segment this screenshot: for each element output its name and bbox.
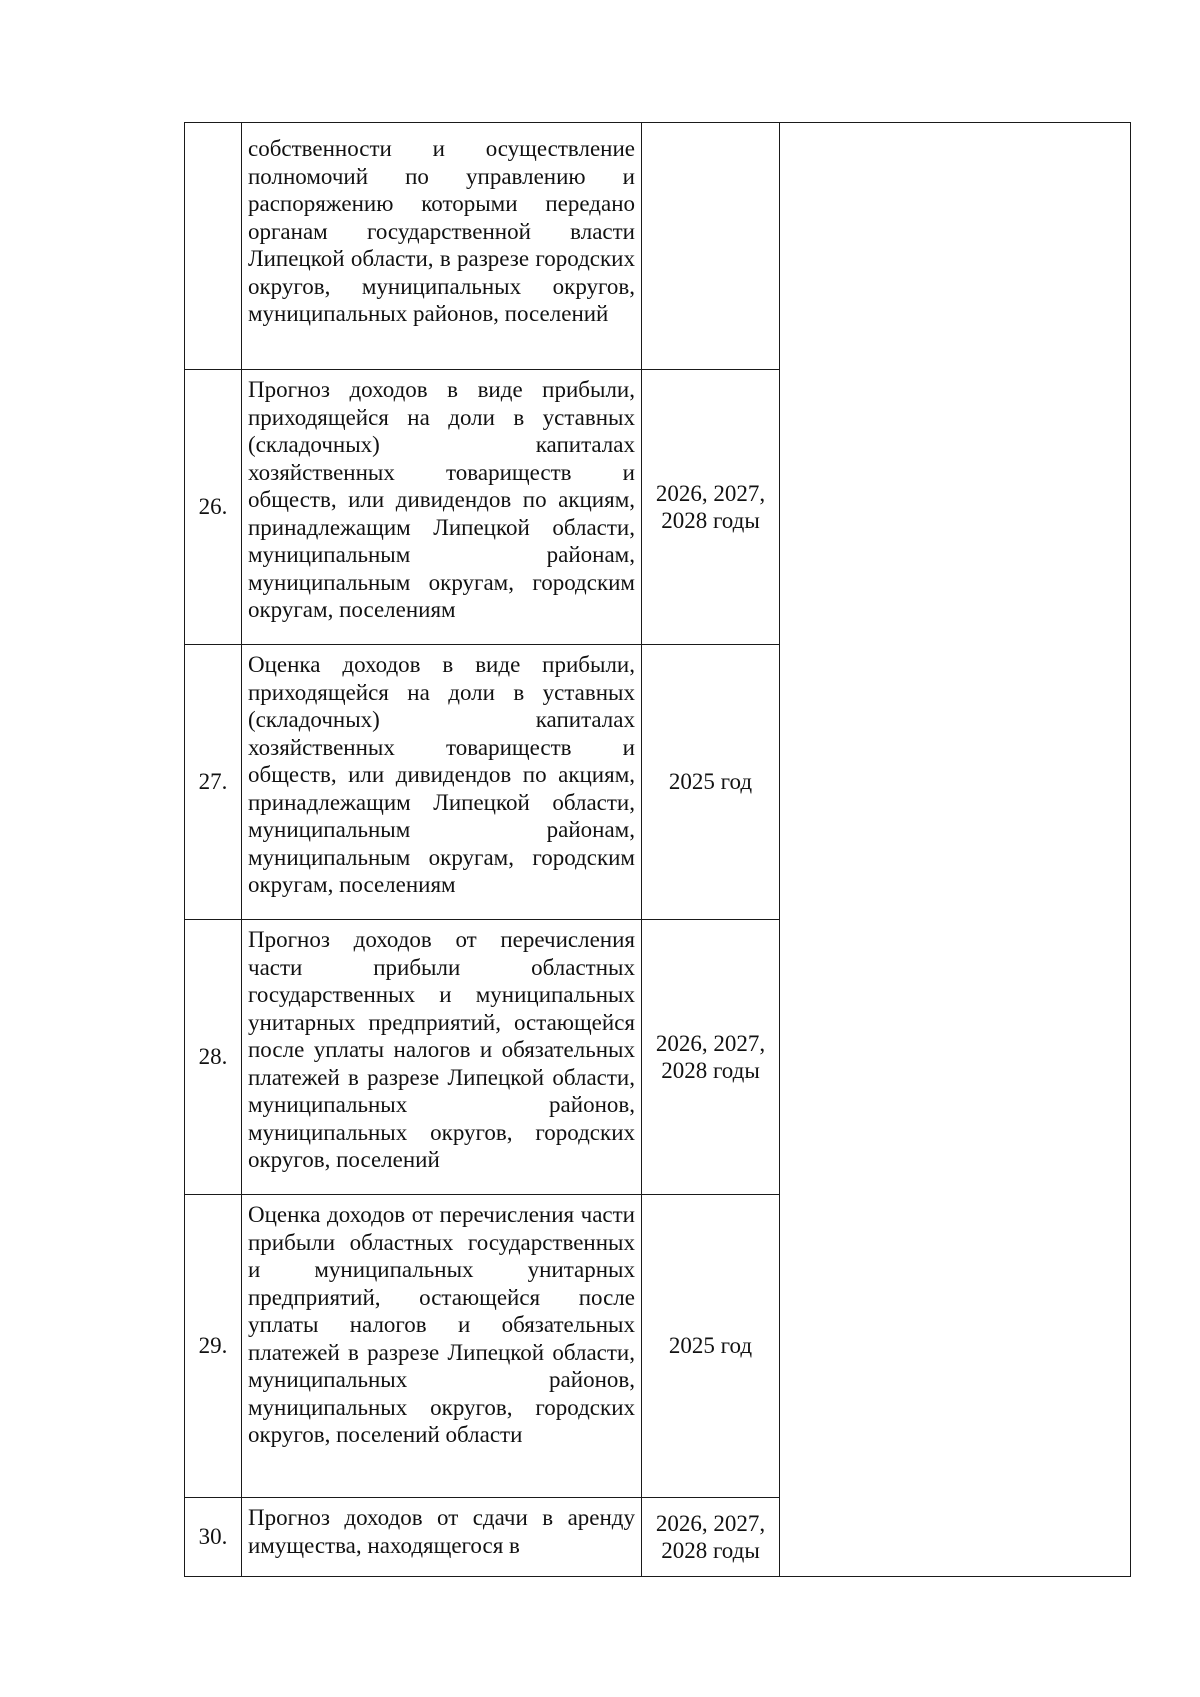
row-number: 30. bbox=[185, 1498, 242, 1577]
row-description: Прогноз доходов от перечисления части прибыли областных государственных и муниципальных унитарных предприятий, остающейся после уплаты налогов и обязательных платежей в разрезе Липецкой области, муниципальных районов, муниципальных округов, городских округов, поселений bbox=[242, 920, 642, 1195]
table-row bbox=[185, 123, 1131, 370]
row-description: собственности и осуществление полномочий по управлению и распоряжению которыми передано органам государственной власти Липецкой области, в разрезе городских округов, муниципальных округов, муниципальных районов, поселений bbox=[242, 123, 642, 370]
empty-column-cell bbox=[780, 123, 1131, 1577]
row-period: 2025 год bbox=[642, 1195, 780, 1498]
row-description: Прогноз доходов от сдачи в аренду имущества, находящегося в bbox=[242, 1498, 642, 1577]
row-period: 2026, 2027, 2028 годы bbox=[642, 1498, 780, 1577]
row-description: Прогноз доходов в виде прибыли, приходящейся на доли в уставных (складочных) капиталах хозяйственных товариществ и обществ, или дивидендов по акциям, принадлежащим Липецкой области, муниципальным районам, муниципальным округам, городским округам, поселениям bbox=[242, 370, 642, 645]
row-description: Оценка доходов в виде прибыли, приходящейся на доли в уставных (складочных) капиталах хозяйственных товариществ и обществ, или дивидендов по акциям, принадлежащим Липецкой области, муниципальным районам, муниципальным округам, городским округам, поселениям bbox=[242, 645, 642, 920]
row-number: 28. bbox=[185, 920, 242, 1195]
row-number bbox=[185, 123, 242, 370]
document-table bbox=[184, 122, 1131, 1577]
row-description: Оценка доходов от перечисления части прибыли областных государственных и муниципальных унитарных предприятий, остающейся после уплаты налогов и обязательных платежей в разрезе Липецкой области, муниципальных районов, муниципальных округов, городских округов, поселений области bbox=[242, 1195, 642, 1498]
row-period bbox=[642, 123, 780, 370]
row-period: 2026, 2027, 2028 годы bbox=[642, 920, 780, 1195]
row-period: 2025 год bbox=[642, 645, 780, 920]
row-number: 29. bbox=[185, 1195, 242, 1498]
row-number: 27. bbox=[185, 645, 242, 920]
row-number: 26. bbox=[185, 370, 242, 645]
row-period: 2026, 2027, 2028 годы bbox=[642, 370, 780, 645]
